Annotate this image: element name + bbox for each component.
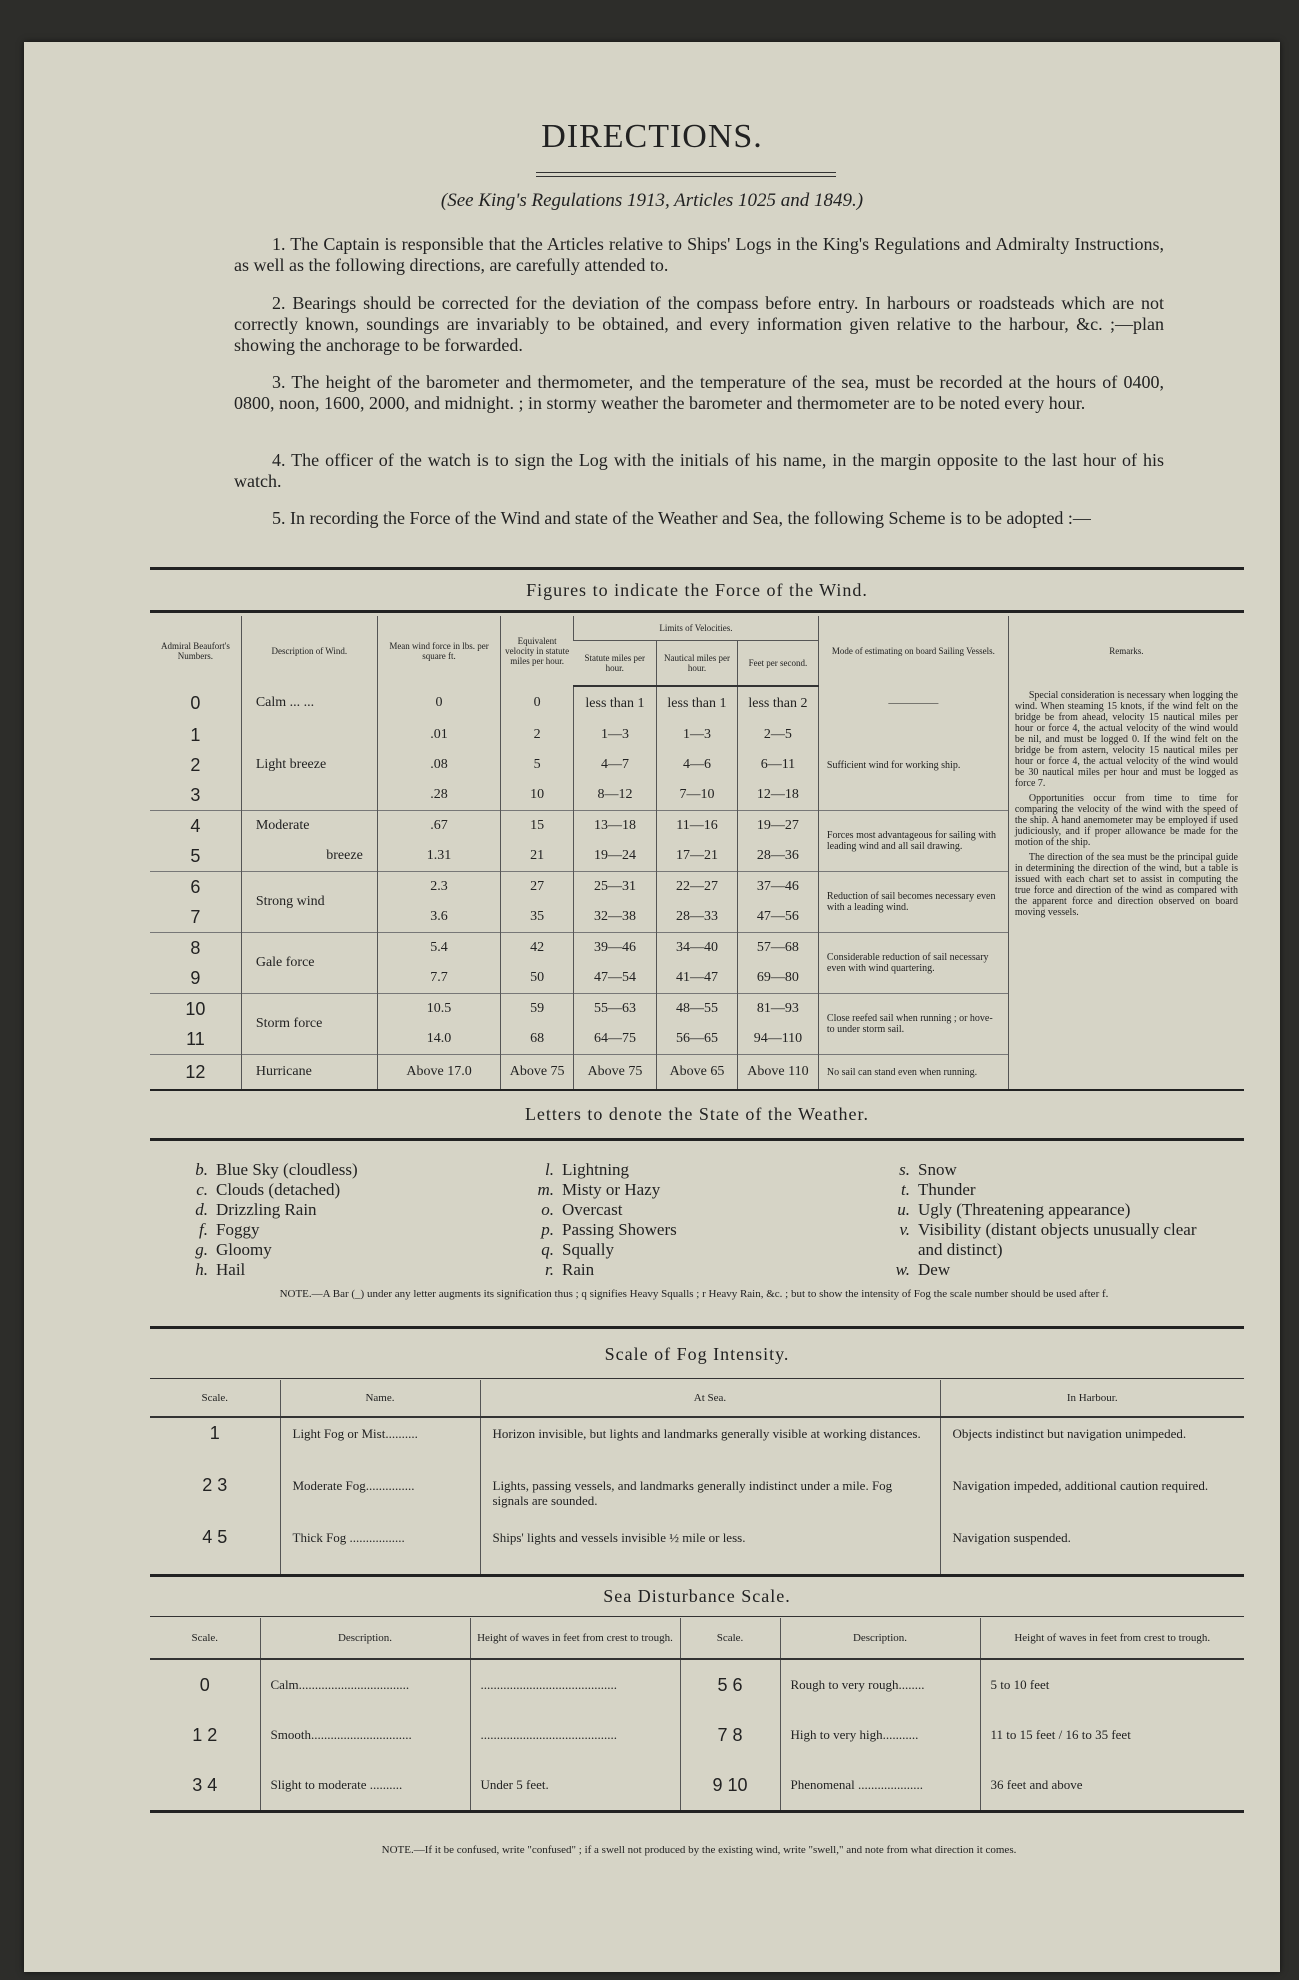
weather-column-3 xyxy=(874,1160,1244,1280)
sea-caption: Sea Disturbance Scale. xyxy=(603,1586,791,1606)
nautical-mph: 7—10 xyxy=(657,780,738,811)
nautical-mph: 56—65 xyxy=(657,1024,738,1055)
sea-description: Phenomenal .................... xyxy=(780,1760,980,1812)
wind-description: Light breeze xyxy=(241,720,377,811)
equivalent-velocity: 50 xyxy=(501,963,574,994)
section-rule xyxy=(150,1138,1244,1141)
beaufort-number: 6 xyxy=(150,872,241,903)
mean-force: .67 xyxy=(377,811,501,842)
weather-meaning: Passing Showers xyxy=(562,1220,677,1239)
header-wave-height: Height of waves in feet from crest to trough. xyxy=(980,1618,1244,1659)
fog-name: Thick Fog ................. xyxy=(280,1522,480,1576)
mean-force: .01 xyxy=(377,720,501,750)
table-row xyxy=(150,1522,1244,1576)
mean-force: .28 xyxy=(377,780,501,811)
wave-height: .......................................... xyxy=(470,1659,680,1710)
sea-scale: 9 10 xyxy=(680,1760,780,1812)
feet-per-second: 69—80 xyxy=(737,963,818,994)
statute-mph: 64—75 xyxy=(573,1024,656,1055)
weather-letter: h. xyxy=(195,1260,208,1279)
weather-letter: r. xyxy=(545,1260,554,1279)
equivalent-velocity: 2 xyxy=(501,720,574,750)
weather-item xyxy=(518,1200,818,1220)
statute-mph: 13—18 xyxy=(573,811,656,842)
paragraph-text: 1. The Captain is responsible that the Articles relative to Ships' Logs in the King's Regulations and Admiralty Instructions, as well as the following directions, are carefully attended to. xyxy=(234,234,1164,275)
header-statute: Statute miles per hour. xyxy=(573,641,656,687)
beaufort-number: 2 xyxy=(190,754,201,775)
weather-item xyxy=(172,1240,472,1260)
wind-description: Calm ... ... xyxy=(241,686,377,720)
header-in-harbour: In Harbour. xyxy=(940,1380,1244,1417)
weather-item xyxy=(172,1180,472,1200)
remark-paragraph: Opportunities occur from time to time for comparing the velocity of the wind with the speed of the ship. A hand anemometer may be employed if used judiciously, and if proper allowance be made for the motion of the ship. xyxy=(1014,793,1238,848)
sea-scale: 1 2 xyxy=(192,1724,218,1745)
weather-letter: b. xyxy=(195,1160,208,1179)
weather-meaning: Squally xyxy=(562,1240,614,1259)
sea-description: Smooth............................... xyxy=(260,1710,470,1760)
nautical-mph: 48—55 xyxy=(657,994,738,1025)
weather-meaning: Gloomy xyxy=(216,1240,272,1259)
remark-paragraph: The direction of the sea must be the principal guide in determining the direction of the wind, but a table is issued with each chart set to assist in computing the true force and direction of the wind as compared with the apparent force and direction observed on board moving vessels. xyxy=(1014,852,1238,918)
statute-mph: 19—24 xyxy=(573,841,656,872)
wave-height: Under 5 feet. xyxy=(470,1760,680,1812)
weather-item xyxy=(518,1260,818,1280)
mean-force: 0 xyxy=(377,686,501,720)
mode-estimating: Sufficient wind for working ship. xyxy=(818,720,1008,811)
weather-meaning: Misty or Hazy xyxy=(562,1180,661,1199)
header-beaufort: Admiral Beaufort's Numbers. xyxy=(160,641,230,661)
remark-paragraph: Special consideration is necessary when logging the wind. When steaming 15 knots, if the wind felt on the bridge be from ahead, velocity 15 nautical miles per hour or force 4, the actual velocity of the wind would be nil, and must be logged 0. If the wind felt on the bridge be from astern, velocity 15 nautical miles per hour or force 4, the actual velocity of the wind would be 30 nautical miles per hour and must be logged as force 7. xyxy=(1014,690,1238,789)
section-rule xyxy=(150,567,1244,570)
wind-description: Storm force xyxy=(241,994,377,1055)
mean-force: 14.0 xyxy=(377,1024,501,1055)
wind-description: Moderate xyxy=(241,811,377,842)
feet-per-second: 47—56 xyxy=(737,902,818,933)
weather-letter: p. xyxy=(541,1220,554,1239)
weather-letter: s. xyxy=(899,1160,910,1179)
feet-per-second: 57—68 xyxy=(737,933,818,964)
statute-mph: 25—31 xyxy=(573,872,656,903)
weather-letter: v. xyxy=(899,1220,910,1239)
feet-per-second: 12—18 xyxy=(737,780,818,811)
mode-estimating: Close reefed sail when running ; or hove-to under storm sail. xyxy=(818,994,1008,1055)
weather-item xyxy=(172,1200,472,1220)
weather-column-1 xyxy=(172,1160,472,1280)
equivalent-velocity: 21 xyxy=(501,841,574,872)
statute-mph: less than 1 xyxy=(573,686,656,720)
feet-per-second: 81—93 xyxy=(737,994,818,1025)
table-row xyxy=(150,1417,1244,1470)
statute-mph: 47—54 xyxy=(573,963,656,994)
header-description: Description. xyxy=(780,1618,980,1659)
mode-estimating: No sail can stand even when running. xyxy=(818,1055,1008,1091)
mean-force: 2.3 xyxy=(377,872,501,903)
feet-per-second: 6—11 xyxy=(737,750,818,780)
header-mean-force: Mean wind force in lbs. per square ft. xyxy=(377,616,501,686)
beaufort-number: 3 xyxy=(190,784,201,805)
weather-meaning: Snow xyxy=(918,1160,957,1179)
weather-item xyxy=(518,1240,818,1260)
equivalent-velocity: 35 xyxy=(501,902,574,933)
paragraph-text: 4. The officer of the watch is to sign the Log with the initials of his name, in the margin opposite to the last hour of his watch. xyxy=(234,450,1164,491)
header-name: Name. xyxy=(280,1380,480,1417)
paragraph-1 xyxy=(234,234,1164,276)
wind-table-caption: Figures to indicate the Force of the Wind. xyxy=(526,580,868,600)
sea-description: Slight to moderate .......... xyxy=(260,1760,470,1812)
fog-caption: Scale of Fog Intensity. xyxy=(604,1344,790,1364)
sea-scale: 0 xyxy=(199,1674,210,1695)
wind-description: Strong wind xyxy=(241,872,377,933)
fog-scale: 2 3 xyxy=(202,1475,228,1495)
weather-item xyxy=(518,1180,818,1200)
statute-mph: Above 75 xyxy=(573,1055,656,1091)
section-rule xyxy=(150,610,1244,613)
fog-at-sea: Lights, passing vessels, and landmarks generally indistinct under a mile. Fog signals are sounded. xyxy=(480,1470,940,1522)
header-limits: Limits of Velocities. xyxy=(573,616,818,641)
feet-per-second: 94—110 xyxy=(737,1024,818,1055)
equivalent-velocity: Above 75 xyxy=(501,1055,574,1091)
weather-meaning: Clouds (detached) xyxy=(216,1180,341,1199)
wave-height: 36 feet and above xyxy=(980,1760,1244,1812)
section-rule xyxy=(150,1378,1244,1379)
mean-force: Above 17.0 xyxy=(377,1055,501,1091)
beaufort-number: 8 xyxy=(150,933,241,964)
fog-name: Moderate Fog............... xyxy=(280,1470,480,1522)
weather-meaning: Ugly (Threatening appearance) xyxy=(918,1200,1131,1219)
mode-estimating: Considerable reduction of sail necessary even with wind quartering. xyxy=(818,933,1008,994)
mode-estimating: Reduction of sail becomes necessary even with a leading wind. xyxy=(818,872,1008,933)
table-row xyxy=(150,1710,1244,1760)
equivalent-velocity: 10 xyxy=(501,780,574,811)
weather-letter: m. xyxy=(537,1180,554,1199)
mean-force: 1.31 xyxy=(377,841,501,872)
wave-height: .......................................... xyxy=(470,1710,680,1760)
mean-force: 10.5 xyxy=(377,994,501,1025)
beaufort-number: 12 xyxy=(150,1055,241,1091)
weather-letter: o. xyxy=(541,1200,554,1219)
equivalent-velocity: 59 xyxy=(501,994,574,1025)
weather-meaning: Drizzling Rain xyxy=(216,1200,317,1219)
header-scale: Scale. xyxy=(680,1618,780,1659)
mean-force: 5.4 xyxy=(377,933,501,964)
weather-letter: g. xyxy=(195,1240,208,1259)
wave-height: 5 to 10 feet xyxy=(980,1659,1244,1710)
table-row xyxy=(150,1470,1244,1522)
weather-letter: t. xyxy=(901,1180,910,1199)
fog-table xyxy=(150,1380,1244,1577)
nautical-mph: 22—27 xyxy=(657,872,738,903)
weather-column-2 xyxy=(518,1160,818,1280)
section-rule xyxy=(150,1616,1244,1617)
weather-meaning: Rain xyxy=(562,1260,595,1279)
sea-description: Rough to very rough........ xyxy=(780,1659,980,1710)
weather-item xyxy=(518,1220,818,1240)
table-row xyxy=(150,686,1244,720)
weather-item xyxy=(518,1160,818,1180)
beaufort-number: 4 xyxy=(150,811,241,842)
paragraph-text: 3. The height of the barometer and thermometer, and the temperature of the sea, must be recorded at the hours of 0400, 0800, noon, 1600, 2000, and midnight. ; in stormy weather the barometer and thermometer are to be noted every hour. xyxy=(234,372,1164,413)
feet-per-second: less than 2 xyxy=(737,686,818,720)
weather-item xyxy=(874,1220,1244,1260)
equivalent-velocity: 15 xyxy=(501,811,574,842)
paragraph-3 xyxy=(234,372,1164,414)
mode-estimating: Forces most advantageous for sailing with leading wind and all sail drawing. xyxy=(818,811,1008,872)
weather-item xyxy=(874,1180,1244,1200)
header-equivalent: Equivalent velocity in statute miles per hour. xyxy=(501,616,574,686)
header-wave-height: Height of waves in feet from crest to trough. xyxy=(470,1618,680,1659)
mode-estimating: ————— xyxy=(818,686,1008,720)
feet-per-second: 28—36 xyxy=(737,841,818,872)
equivalent-velocity: 42 xyxy=(501,933,574,964)
statute-mph: 1—3 xyxy=(573,720,656,750)
header-feet: Feet per second. xyxy=(737,641,818,687)
weather-meaning: Blue Sky (cloudless) xyxy=(216,1160,358,1179)
weather-item xyxy=(172,1160,472,1180)
paragraph-2 xyxy=(234,293,1164,356)
fog-scale: 4 5 xyxy=(202,1527,228,1547)
feet-per-second: 19—27 xyxy=(737,811,818,842)
fog-name: Light Fog or Mist.......... xyxy=(280,1417,480,1470)
header-description: Description. xyxy=(260,1618,470,1659)
weather-meaning: Lightning xyxy=(562,1160,630,1179)
nautical-mph: 11—16 xyxy=(657,811,738,842)
sea-scale: 3 4 xyxy=(192,1774,218,1795)
weather-item xyxy=(874,1260,1244,1280)
header-description: Description of Wind. xyxy=(241,616,377,686)
feet-per-second: 2—5 xyxy=(737,720,818,750)
mean-force: .08 xyxy=(377,750,501,780)
weather-letter: f. xyxy=(199,1220,208,1239)
paragraph-5 xyxy=(234,508,1164,529)
paragraph-4 xyxy=(234,450,1164,492)
page-title: DIRECTIONS. xyxy=(541,118,763,155)
statute-mph: 32—38 xyxy=(573,902,656,933)
weather-meaning: Visibility (distant objects unusually clear and distinct) xyxy=(918,1220,1197,1259)
weather-meaning: Foggy xyxy=(216,1220,260,1239)
equivalent-velocity: 68 xyxy=(501,1024,574,1055)
weather-letter: c. xyxy=(196,1180,208,1199)
weather-item xyxy=(172,1260,472,1280)
header-mode: Mode of estimating on board Sailing Vessels. xyxy=(818,616,1008,686)
nautical-mph: less than 1 xyxy=(657,686,738,720)
feet-per-second: 37—46 xyxy=(737,872,818,903)
weather-item xyxy=(172,1220,472,1240)
fog-in-harbour: Objects indistinct but navigation unimpeded. xyxy=(940,1417,1244,1470)
beaufort-number: 10 xyxy=(150,994,241,1025)
beaufort-number: 5 xyxy=(190,845,201,866)
wave-height: 11 to 15 feet / 16 to 35 feet xyxy=(980,1710,1244,1760)
paragraph-text: 2. Bearings should be corrected for the deviation of the compass before entry. In harbours or roadsteads which are not correctly known, soundings are invariably to be obtained, and every information given relative to the harbour, &c. ;—plan showing the anchorage to be forwarded. xyxy=(234,293,1164,355)
weather-letter: w. xyxy=(895,1260,910,1279)
sea-note: NOTE.—If it be confused, write "confused" ; if a swell not produced by the existing wind, write "swell," and note from what direction it comes. xyxy=(381,1844,1017,1856)
weather-item xyxy=(874,1200,1244,1220)
weather-meaning: Overcast xyxy=(562,1200,623,1219)
fog-at-sea: Ships' lights and vessels invisible ½ mile or less. xyxy=(480,1522,940,1576)
nautical-mph: 41—47 xyxy=(657,963,738,994)
weather-caption: Letters to denote the State of the Weather. xyxy=(524,1104,870,1124)
sea-description: High to very high........... xyxy=(780,1710,980,1760)
beaufort-number: 11 xyxy=(186,1028,205,1049)
wind-force-table xyxy=(150,616,1244,1091)
remarks-cell xyxy=(1008,686,1244,1090)
statute-mph: 55—63 xyxy=(573,994,656,1025)
statute-mph: 4—7 xyxy=(573,750,656,780)
nautical-mph: Above 65 xyxy=(657,1055,738,1091)
fog-in-harbour: Navigation suspended. xyxy=(940,1522,1244,1576)
paragraph-text: 5. In recording the Force of the Wind and state of the Weather and Sea, the following Scheme is to be adopted :— xyxy=(272,508,1091,528)
weather-meaning: Thunder xyxy=(918,1180,976,1199)
title-rule xyxy=(536,176,836,177)
table-row xyxy=(150,1659,1244,1710)
mean-force: 7.7 xyxy=(377,963,501,994)
nautical-mph: 17—21 xyxy=(657,841,738,872)
table-row xyxy=(150,1760,1244,1812)
mean-force: 3.6 xyxy=(377,902,501,933)
header-scale: Scale. xyxy=(150,1618,260,1659)
title-rule xyxy=(536,172,836,173)
header-remarks: Remarks. xyxy=(1008,616,1244,686)
equivalent-velocity: 27 xyxy=(501,872,574,903)
sea-scale: 7 8 xyxy=(680,1710,780,1760)
nautical-mph: 28—33 xyxy=(657,902,738,933)
wind-description: Gale force xyxy=(241,933,377,994)
weather-letter: u. xyxy=(897,1200,910,1219)
weather-item xyxy=(874,1160,1244,1180)
sea-table xyxy=(150,1618,1244,1813)
equivalent-velocity: 0 xyxy=(501,686,574,720)
weather-letter: l. xyxy=(545,1160,554,1179)
beaufort-number: 7 xyxy=(190,906,201,927)
section-rule xyxy=(150,1326,1244,1329)
beaufort-number: 9 xyxy=(190,967,201,988)
statute-mph: 8—12 xyxy=(573,780,656,811)
nautical-mph: 34—40 xyxy=(657,933,738,964)
header-nautical: Nautical miles per hour. xyxy=(657,641,738,687)
fog-scale: 1 xyxy=(209,1423,220,1443)
wind-description: breeze xyxy=(241,841,377,872)
wind-description: Hurricane xyxy=(241,1055,377,1091)
sea-scale: 5 6 xyxy=(680,1659,780,1710)
weather-letter: d. xyxy=(195,1200,208,1219)
header-scale: Scale. xyxy=(150,1380,280,1417)
equivalent-velocity: 5 xyxy=(501,750,574,780)
feet-per-second: Above 110 xyxy=(737,1055,818,1091)
weather-note: NOTE.—A Bar (_) under any letter augments its signification thus ; q signifies Heavy Squalls ; r Heavy Rain, &c. ; but to show the intensity of Fog the scale number should be used after f. xyxy=(279,1288,1109,1300)
subtitle: (See King's Regulations 1913, Articles 1025 and 1849.) xyxy=(440,190,864,211)
weather-meaning: Dew xyxy=(918,1260,951,1279)
weather-meaning: Hail xyxy=(216,1260,246,1279)
sea-description: Calm.................................. xyxy=(260,1659,470,1710)
fog-at-sea: Horizon invisible, but lights and landmarks generally visible at working distances. xyxy=(480,1417,940,1470)
weather-letter: q. xyxy=(541,1240,554,1259)
fog-in-harbour: Navigation impeded, additional caution required. xyxy=(940,1470,1244,1522)
document-page xyxy=(24,42,1280,1972)
header-at-sea: At Sea. xyxy=(480,1380,940,1417)
beaufort-number: 0 xyxy=(190,692,201,713)
statute-mph: 39—46 xyxy=(573,933,656,964)
nautical-mph: 1—3 xyxy=(657,720,738,750)
nautical-mph: 4—6 xyxy=(657,750,738,780)
beaufort-number: 1 xyxy=(190,724,201,745)
